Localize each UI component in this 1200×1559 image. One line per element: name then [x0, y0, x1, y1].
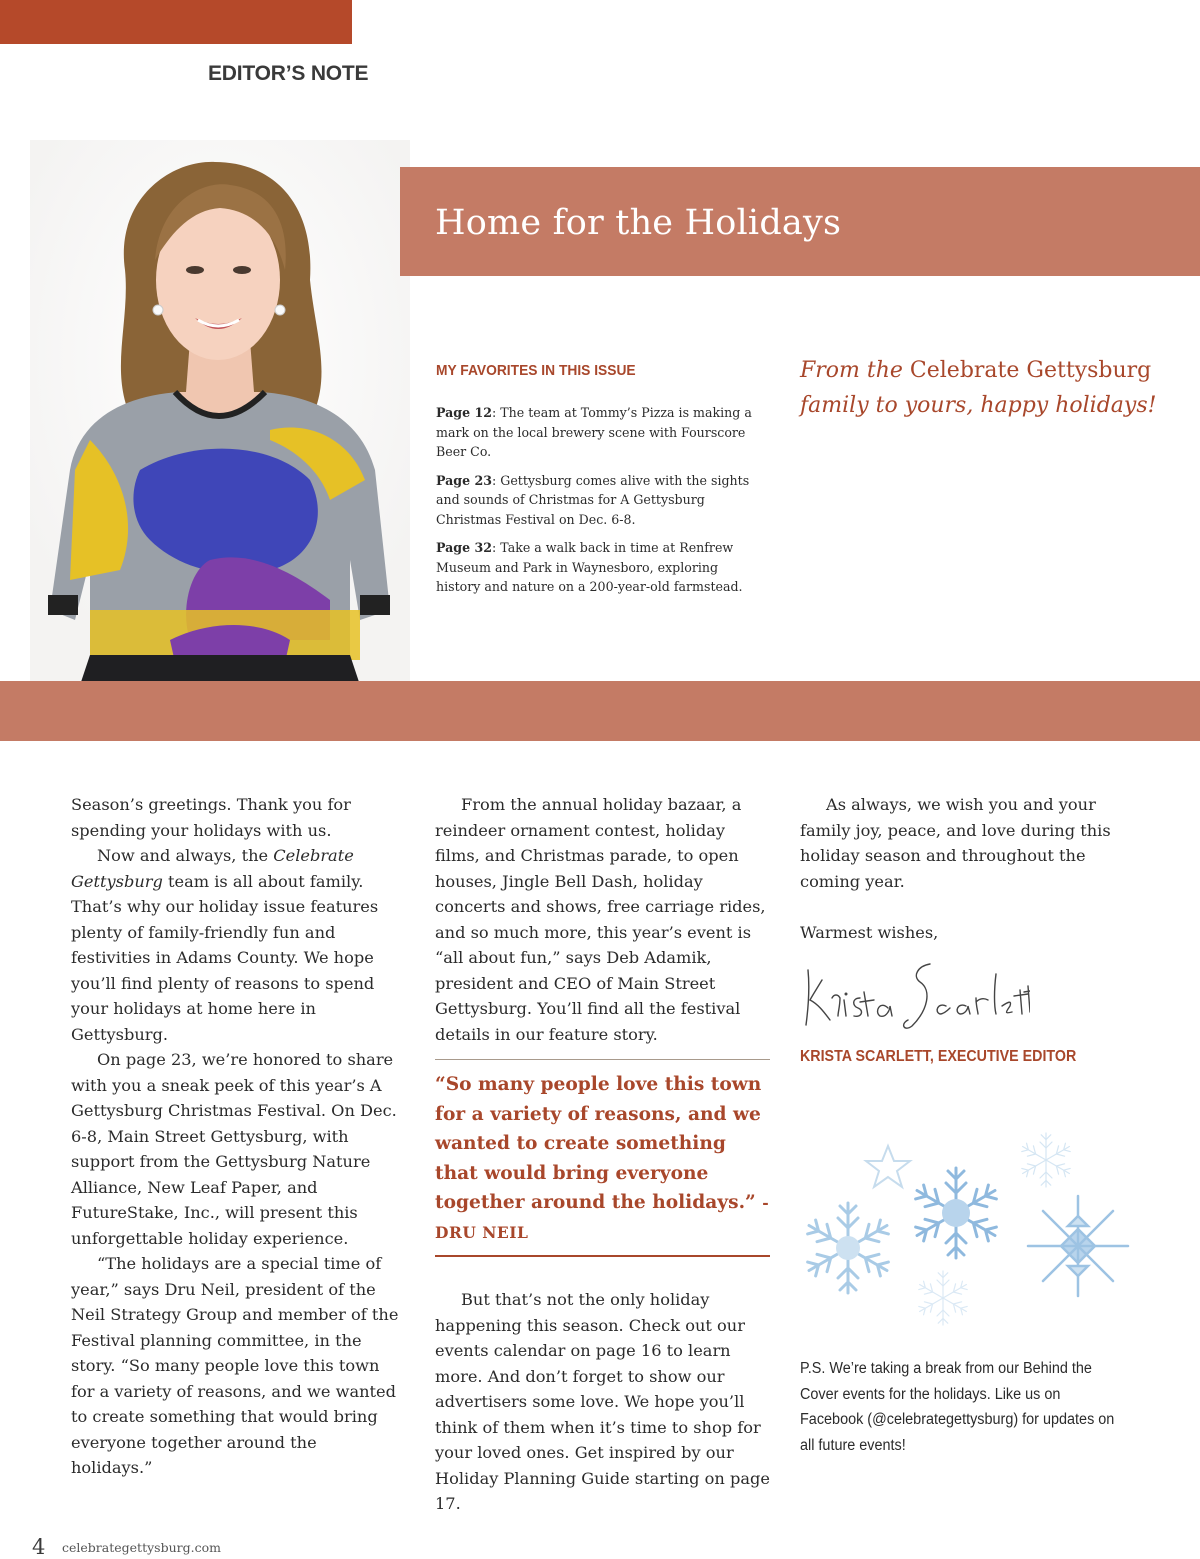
- favorites-heading: MY FAVORITES IN THIS ISSUE: [436, 362, 636, 379]
- pull-quote-attribution: -DRU NEIL: [435, 1193, 770, 1242]
- favorite-text: : Take a walk back in time at Renfrew Museum and Park in Waynesboro, exploring history and nature on a 200-year-old farmstead.: [436, 540, 743, 594]
- favorites-list: [436, 403, 761, 606]
- postscript: P.S. We’re taking a break from our Behind the Cover events for the holidays. Like us on Facebook (@celebrategettysburg) for updates on all future events!: [800, 1360, 1115, 1454]
- pull-quote-divider: [435, 1059, 770, 1060]
- article-column-2: [435, 792, 770, 1517]
- paragraph: On page 23, we’re honored to share with you a sneak peek of this year’s A Gettysburg Christmas Festival. On Dec. 6-8, Main Street Gettysburg, with support from the Gettysburg Nature Alliance, New Leaf Paper, and FutureStake, Inc., will present this unforgettable holiday experience.: [71, 1050, 397, 1248]
- holiday-greeting: [800, 353, 1160, 423]
- paragraph: “The holidays are a special time of year,” says Dru Neil, president of the Neil Strategy Group and member of the Festival planning committee, in the story. “So many people love this town for a variety of reasons, and we wanted to create something that would bring everyone together around the holidays.”: [71, 1254, 399, 1477]
- favorite-item: [436, 538, 761, 597]
- top-accent-bar: [0, 0, 352, 44]
- paragraph: From the annual holiday bazaar, a reindeer ornament contest, holiday films, and Christmas parade, to open houses, Jingle Bell Dash, holiday concerts and shows, free carriage rides, and so much more, this year’s event is “all about fun,” says Deb Adamik, president and CEO of Main Street Gettysburg. You’ll find all the festival details in our feature story.: [435, 795, 766, 1044]
- paragraph: Now and always, the Celebrate Gettysburg team is all about family. That’s why our holiday issue features plenty of family-friendly fun and festivities in Adams County. We hope you’ll find plenty of reasons to spend your holidays at home here in Gettysburg.: [71, 846, 379, 1044]
- paragraph: Season’s greetings. Thank you for spending your holidays with us.: [71, 795, 351, 840]
- greeting-part2: family to yours, happy holidays!: [800, 393, 1157, 418]
- editor-portrait: [30, 140, 410, 685]
- favorite-item: [436, 403, 761, 462]
- paragraph: As always, we wish you and your family joy, peace, and love during this holiday season and throughout the coming year.: [800, 795, 1111, 891]
- favorite-page: Page 32: [436, 540, 493, 555]
- editor-signature: [800, 950, 1030, 1040]
- article-column-1: [71, 792, 403, 1481]
- section-label: EDITOR’S NOTE: [208, 62, 369, 85]
- pull-quote: [435, 1070, 770, 1257]
- snowflake-illustration: [798, 1128, 1138, 1328]
- favorite-text: : Gettysburg comes alive with the sights and sounds of Christmas for A Gettysburg Christmas Festival on Dec. 6-8.: [436, 472, 750, 527]
- page-title: Home for the Holidays: [435, 203, 842, 243]
- paragraph: But that’s not the only holiday happening this season. Check out our events calendar on page 16 to learn more. And don’t forget to show our advertisers some love. We hope you’ll think of them when it’s time to shop for your loved ones. Get inspired by our Holiday Planning Guide starting on page 17.: [435, 1290, 770, 1513]
- favorite-page: Page 12: [436, 405, 493, 420]
- article-column-3: [800, 792, 1140, 1069]
- greeting-part1: From the: [800, 358, 910, 383]
- sign-off: Warmest wishes,: [800, 923, 939, 942]
- lower-accent-band: [0, 681, 1200, 741]
- publication-name: Celebrate Gettysburg: [71, 846, 354, 891]
- title-band: [400, 167, 1200, 276]
- favorite-text: : The team at Tommy’s Pizza is making a mark on the local brewery scene with Fourscore Beer Co.: [436, 405, 752, 459]
- greeting-publication: Celebrate Gettysburg: [909, 358, 1152, 383]
- editor-name: KRISTA SCARLETT, EXECUTIVE EDITOR: [800, 1047, 1077, 1065]
- favorite-page: Page 23: [436, 472, 493, 488]
- site-url: celebrategettysburg.com: [62, 1540, 221, 1555]
- favorite-item: [436, 471, 761, 530]
- pull-quote-text: “So many people love this town for a variety of reasons, and we wanted to create something that would bring everyone together around the holidays.”: [435, 1074, 762, 1213]
- page-number: 4: [32, 1535, 46, 1559]
